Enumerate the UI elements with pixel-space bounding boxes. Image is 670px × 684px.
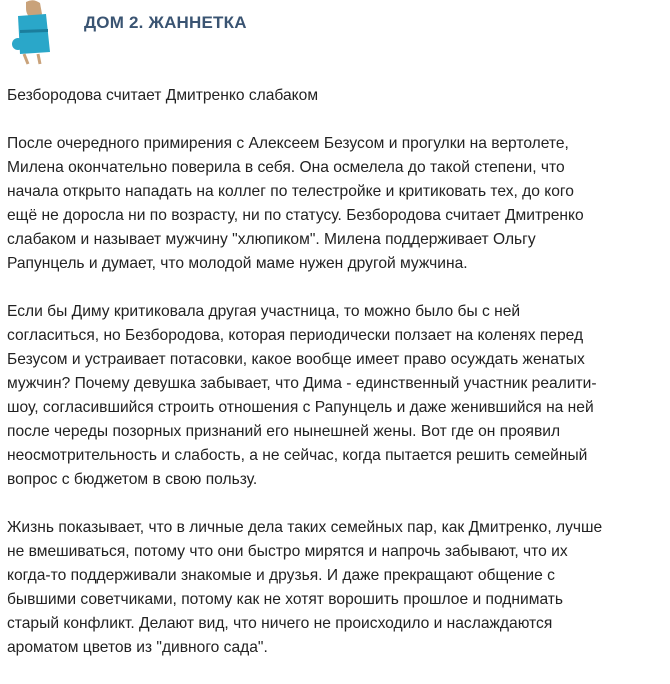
paragraph-line: бывшими советчиками, потому как не хотят ворошить прошлое и поднимать xyxy=(7,591,564,608)
paragraph-line: Безусом и устраивает потасовки, какое вообще имеет право осуждать женатых xyxy=(7,351,585,368)
paragraph-line: ещё не доросла ни по возрасту, ни по статусу. Безбородова считает Дмитренко xyxy=(7,207,584,224)
paragraph-line: После очередного примирения с Алексеем Безусом и прогулки на вертолете, xyxy=(7,135,569,152)
paragraph-line: старый конфликт. Делают вид, что ничего не происходило и наслаждаются xyxy=(7,615,553,632)
paragraph-line: мужчин? Почему девушка забывает, что Дима - единственный участник реалити- xyxy=(7,375,597,392)
paragraph-line: слабаком и называет мужчину "хлюпиком". Милена поддерживает Ольгу xyxy=(7,231,536,248)
article-heading: Безбородова считает Дмитренко слабаком xyxy=(7,87,319,104)
paragraph-line: Если бы Диму критиковала другая участница, то можно было бы с ней xyxy=(7,303,521,320)
paragraph-line: Жизнь показывает, что в личные дела таких семейных пар, как Дмитренко, лучше xyxy=(7,519,603,536)
paragraph-line: когда-то поддерживали знакомые и друзья. И даже прекращают общение с xyxy=(7,567,555,584)
article-paragraph xyxy=(7,132,667,276)
paragraph-line: согласиться, но Безбородова, которая периодически ползает на коленях перед xyxy=(7,327,584,344)
group-header xyxy=(0,0,670,80)
paragraph-line: Рапунцель и думает, что молодой маме нужен другой мужчина. xyxy=(7,255,468,272)
group-avatar[interactable] xyxy=(8,0,58,66)
group-title[interactable]: ДОМ 2. ЖАННЕТКА xyxy=(84,13,247,32)
paragraph-line: неосмотрительность и слабость, а не сейчас, когда пытается решить семейный xyxy=(7,447,588,464)
paragraph-line: шоу, согласившийся строить отношения с Рапунцель и даже женившийся на ней xyxy=(7,399,594,416)
paragraph-line: Милена окончательно поверила в себя. Она осмелела до такой степени, что xyxy=(7,159,565,176)
paragraph-line: после череды позорных признаний его нынешней жены. Вот где он проявил xyxy=(7,423,561,440)
article xyxy=(7,84,667,684)
article-paragraph xyxy=(7,300,667,492)
paragraph-line: не вмешиваться, потому что они быстро мирятся и напрочь забывают, что их xyxy=(7,543,568,560)
paragraph-line: ароматом цветов из "дивного сада". xyxy=(7,639,268,656)
paragraph-line: вопрос с бюджетом в свою пользу. xyxy=(7,471,258,488)
article-paragraph xyxy=(7,516,667,660)
paragraph-line: начала открыто нападать на коллег по телестройке и критиковать тех, до кого xyxy=(7,183,574,200)
